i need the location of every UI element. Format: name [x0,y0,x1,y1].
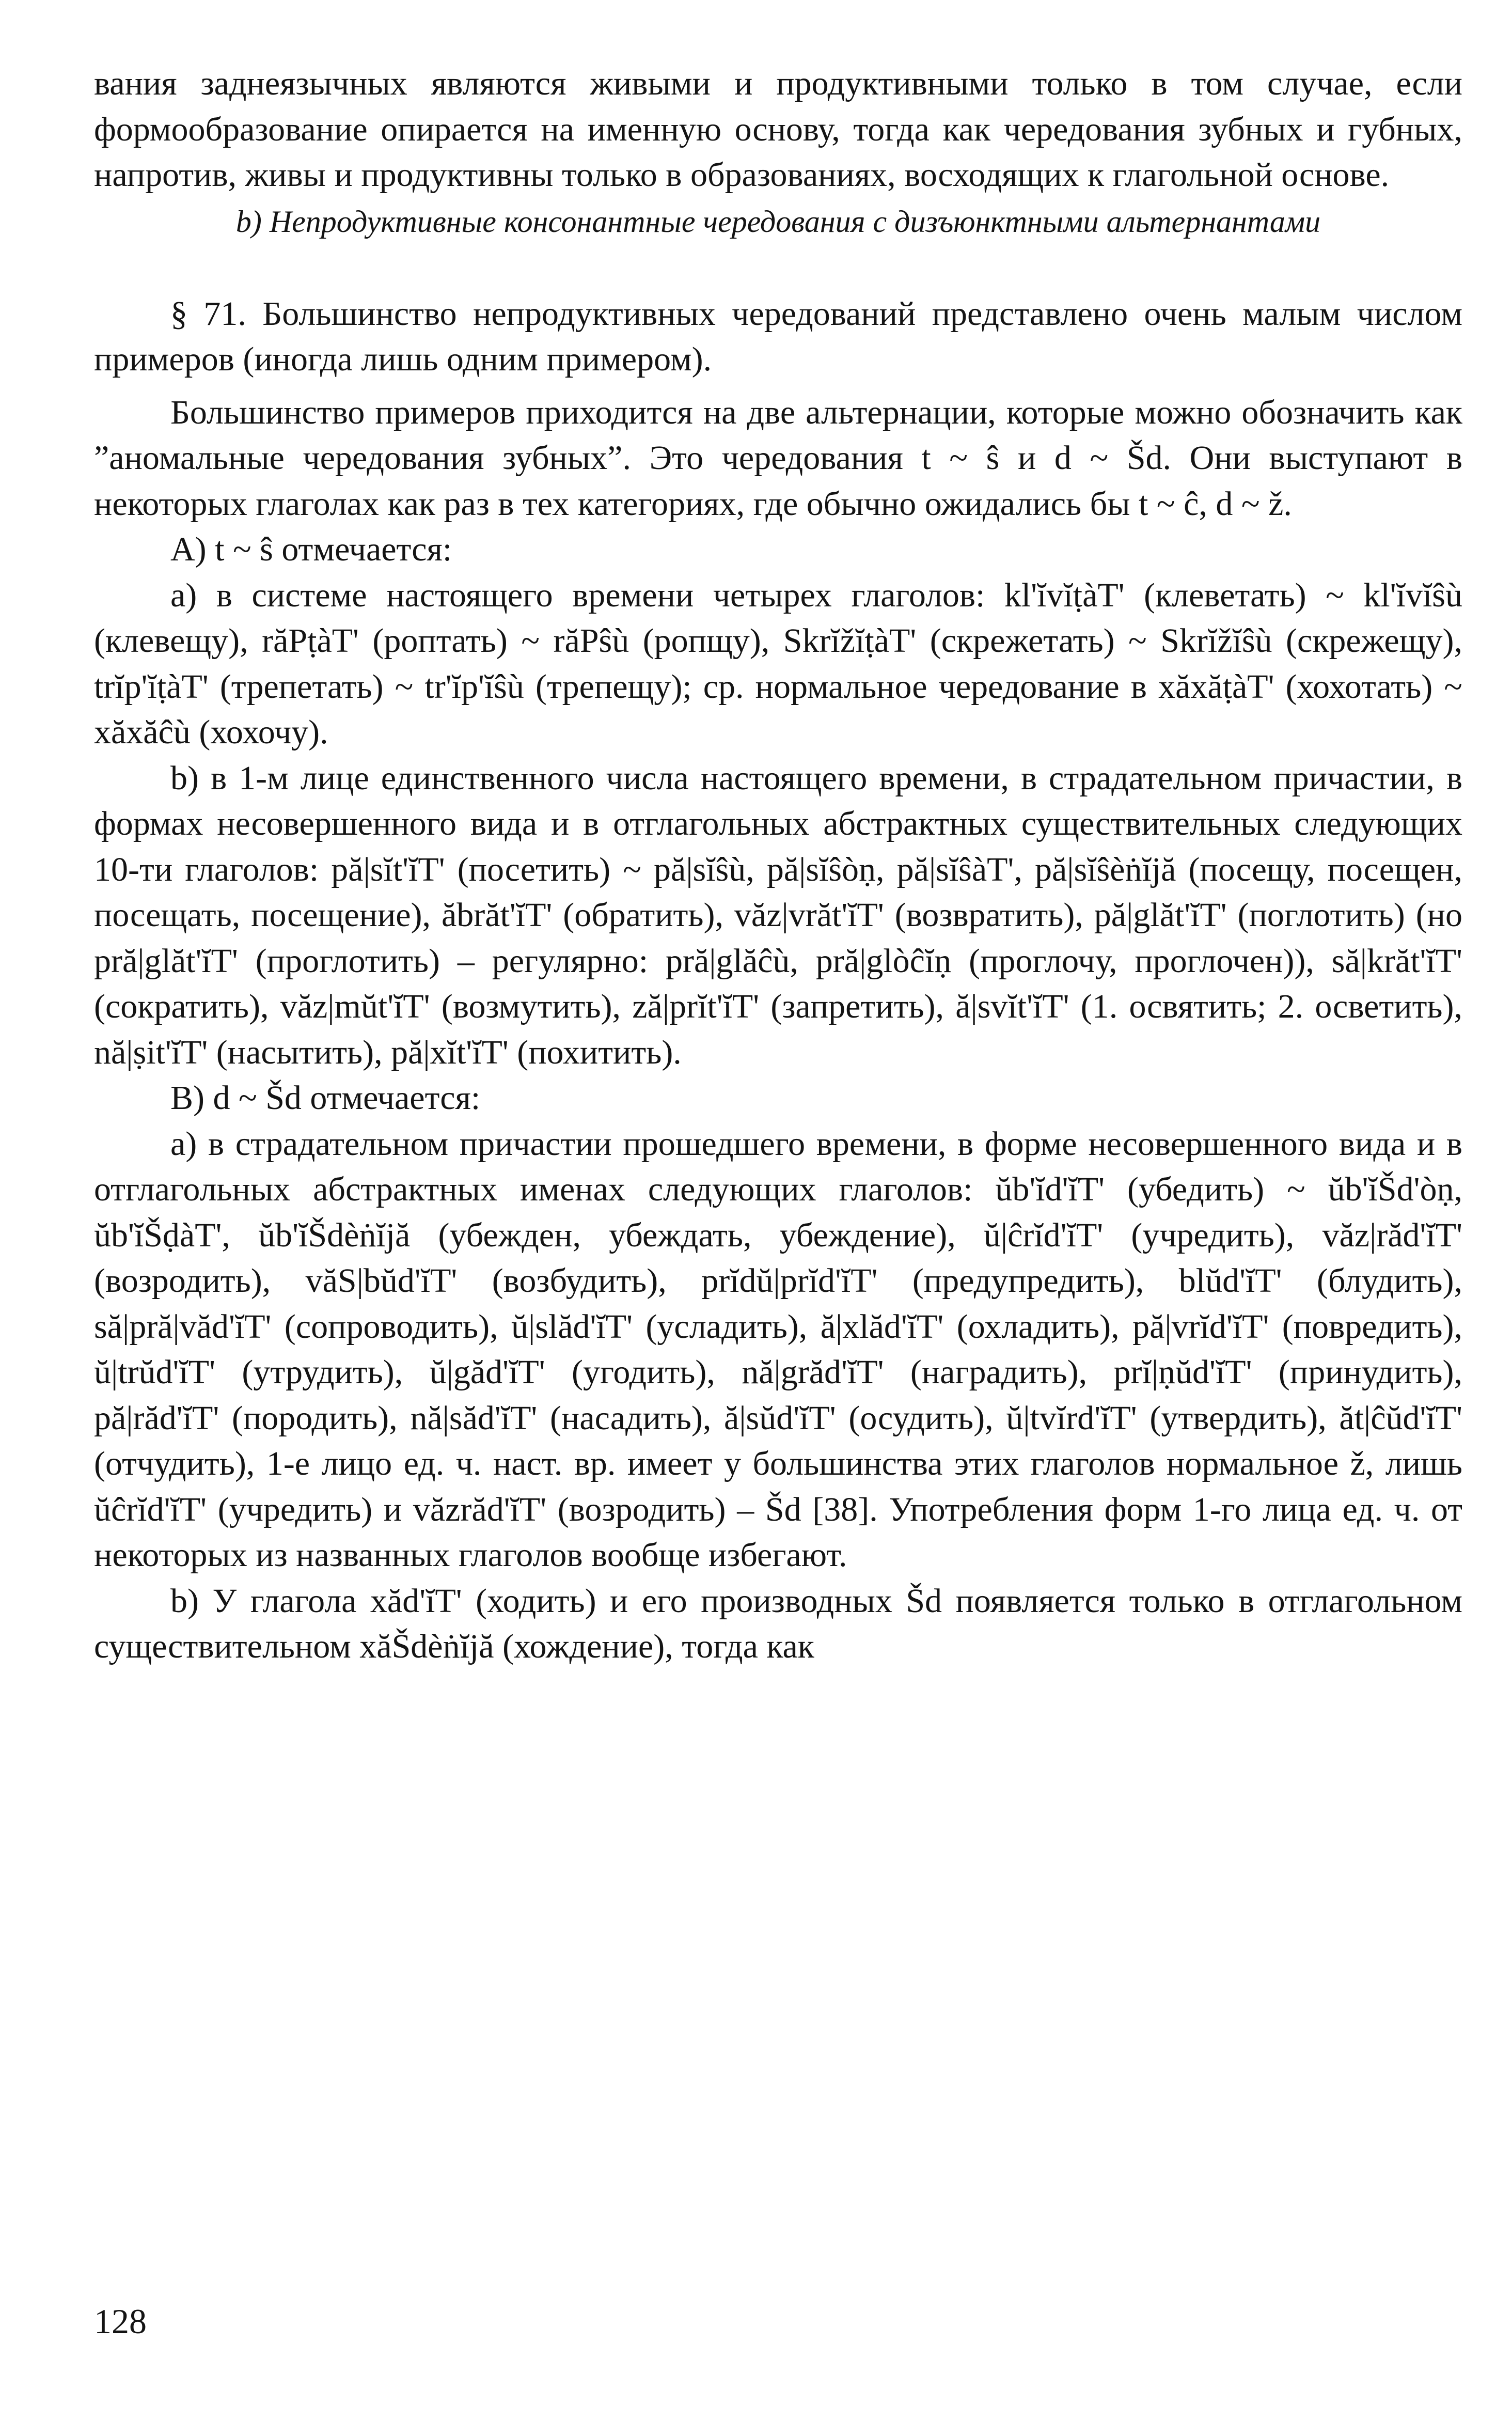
page-body [94,61,1462,1670]
paragraph-b-a: a) в страдательном причастии прошедшего времени, в форме несовершенного вида и в отглагольных абстрактных именах следующих глаголов: ŭb'ĭd'ĭT' (убедить) ~ ŭb'ĭŠd'òṇ, ŭb'ĭŠḍàT', ŭb'ĭŠdèṅĭjă (убежден, убеждать, убеждение), ŭ|ĉrĭd'ĭT' (учредить), văz|răd'ĭT' (возродить), văS|bŭd'ĭT' (возбудить), prĭdŭ|prĭd'ĭT' (предупредить), blŭd'ĭT' (блудить), să|pră|văd'ĭT' (сопроводить), ŭ|slăd'ĭT' (усладить), ă|xlăd'ĭT' (охладить), pă|vrĭd'ĭT' (повредить), ŭ|trŭd'ĭT' (утрудить), ŭ|găd'ĭT' (угодить), nă|grăd'ĭT' (наградить), prĭ|ṇŭd'ĭT' (принудить), pă|răd'ĭT' (породить), nă|săd'ĭT' (насадить), ă|sŭd'ĭT' (осудить), ŭ|tvĭrd'ĭT' (утвердить), ăt|ĉŭd'ĭT' (отчудить), 1-е лицо ед. ч. наст. вр. имеет у большинства этих глаголов нормальное ž, лишь ŭĉrĭd'ĭT' (учредить) и văzrăd'ĭT' (возродить) – Šd [38]. Употребления форм 1-го лица ед. ч. от некоторых из названных глаголов вообще избегают. [94,1124,1462,1574]
paragraph-b-b: b) У глагола xăd'ĭT' (ходить) и его производных Šd появляется только в отглагольном существительном xăŠdèṅĭjă (хождение), тогда как [94,1582,1462,1665]
page-number: 128 [94,2302,147,2341]
paragraph-majority: Большинство примеров приходится на две альтернации, которые можно обозначить как ”аномальные чередования зубных”. Это чередования t ~ ŝ и d ~ Šd. Они выступают в некоторых глаголах как раз в тех категориях, где обычно ожидались бы t ~ ĉ, d ~ ž. [94,393,1462,523]
label-a: A) t ~ ŝ отмечается: [170,530,452,568]
paragraph-intro: вания заднеязычных являются живыми и продуктивными только в том случае, если формообразование опирается на именную основу, тогда как чередования зубных и губных, напротив, живы и продуктивны только в образованиях, восходящих к глагольной основе. [94,65,1462,194]
paragraph-a-b: b) в 1-м лице единственного числа настоящего времени, в страдательном причастии, в формах несовершенного вида и в отглагольных абстрактных существительных следующих 10-ти глаголов: pă|sĭt'ĭT' (посетить) ~ pă|sĭŝù, pă|sĭŝòṇ, pă|sĭŝàT', pă|sĭŝèṅĭjă (посещу, посещен, посещать, посещение), ăbrăt'ĭT' (обратить), văz|vrăt'ĭT' (возвратить), pă|glăt'ĭT' (поглотить) (но pră|glăt'ĭT' (проглотить) – регулярно: pră|glăĉù, pră|glòĉĭṇ (проглочу, проглочен)), să|krăt'ĭT' (сократить), văz|mŭt'ĭT' (возмутить), ză|prĭt'ĭT' (запретить), ă|svĭt'ĭT' (1. освятить; 2. осветить), nă|ṣit'ĭT' (насытить), pă|xĭt'ĭT' (похитить). [94,759,1462,1071]
label-b: B) d ~ Šd отмечается: [170,1079,481,1117]
section-heading: b) Непродуктивные консонантные чередования с дизъюнктными альтернантами [235,204,1321,239]
paragraph-71: § 71. Большинство непродуктивных чередований представлено очень малым числом примеров (иногда лишь одним примером). [94,294,1462,378]
paragraph-a-a: a) в системе настоящего времени четырех глаголов: kl'ĭvĭṭàT' (клеветать) ~ kl'ĭvĭŝù (клевещу), răPṭàT' (роптать) ~ răPŝù (ропщу), SkrĭžĭṭàT' (скрежетать) ~ Skrĭžĭŝù (скрежещу), trĭp'ĭṭàT' (трепетать) ~ tr'ĭp'ĭŝù (трепещу); ср. нормальное чередование в xăxăṭàT' (хохотать) ~ xăxăĉù (хохочу). [94,576,1462,751]
